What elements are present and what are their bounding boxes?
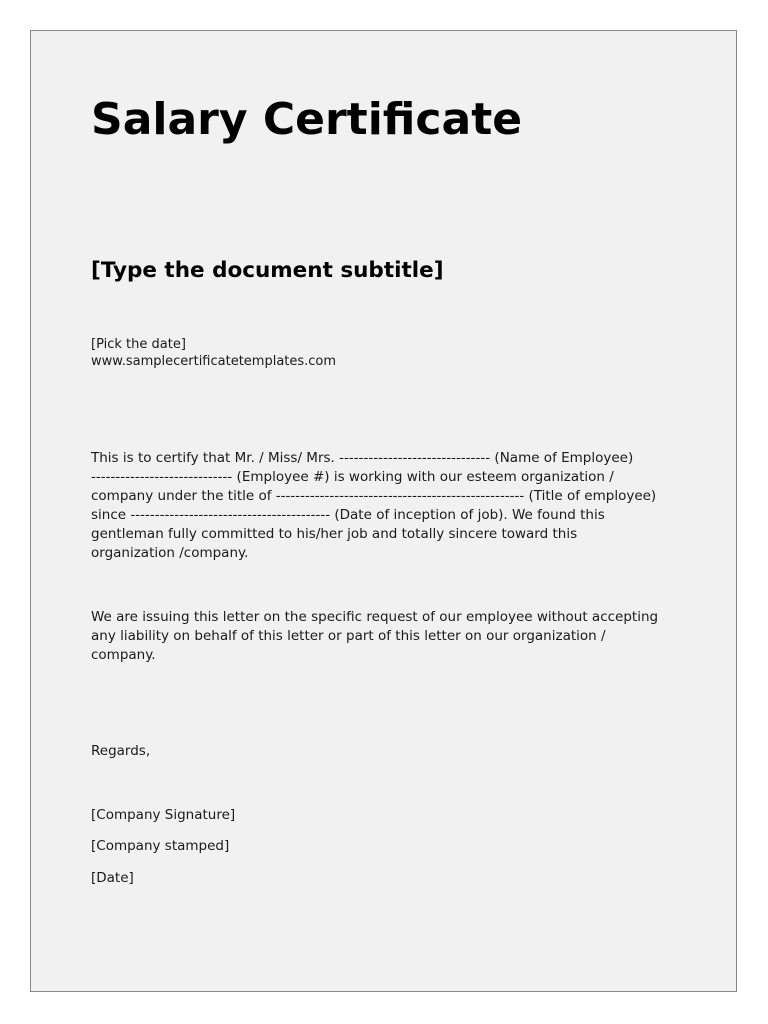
regards-text: Regards,: [91, 743, 151, 759]
document-subtitle: [Type the document subtitle]: [91, 258, 444, 283]
paragraph-line: company.: [91, 647, 156, 663]
paragraph-line: organization /company.: [91, 545, 249, 561]
date-placeholder: [Pick the date]: [91, 337, 186, 352]
website-text: www.samplecertificatetemplates.com: [91, 354, 337, 369]
company-stamped: [Company stamped]: [91, 838, 230, 854]
document-page: [30, 30, 737, 992]
document-title: Salary Certificate: [91, 94, 523, 145]
paragraph-line: company under the title of --------------------------------------------------- (Title of employee): [91, 488, 657, 504]
paragraph-line: since ----------------------------------------- (Date of inception of job). We found this: [91, 507, 605, 523]
document-meta: [91, 336, 336, 370]
paragraph-line: We are issuing this letter on the specific request of our employee without accepting: [91, 609, 659, 625]
paragraph-line: any liability on behalf of this letter or part of this letter on our organization /: [91, 628, 606, 644]
date-line: [Date]: [91, 870, 134, 886]
disclaimer-paragraph: [91, 608, 691, 665]
paragraph-line: ----------------------------- (Employee #) is working with our esteem organization /: [91, 469, 614, 485]
paragraph-line: gentleman fully committed to his/her job and totally sincere toward this: [91, 526, 578, 542]
paragraph-line: This is to certify that Mr. / Miss/ Mrs. ------------------------------- (Name of Employee): [91, 450, 634, 466]
certification-paragraph: [91, 449, 691, 563]
company-signature: [Company Signature]: [91, 807, 236, 823]
